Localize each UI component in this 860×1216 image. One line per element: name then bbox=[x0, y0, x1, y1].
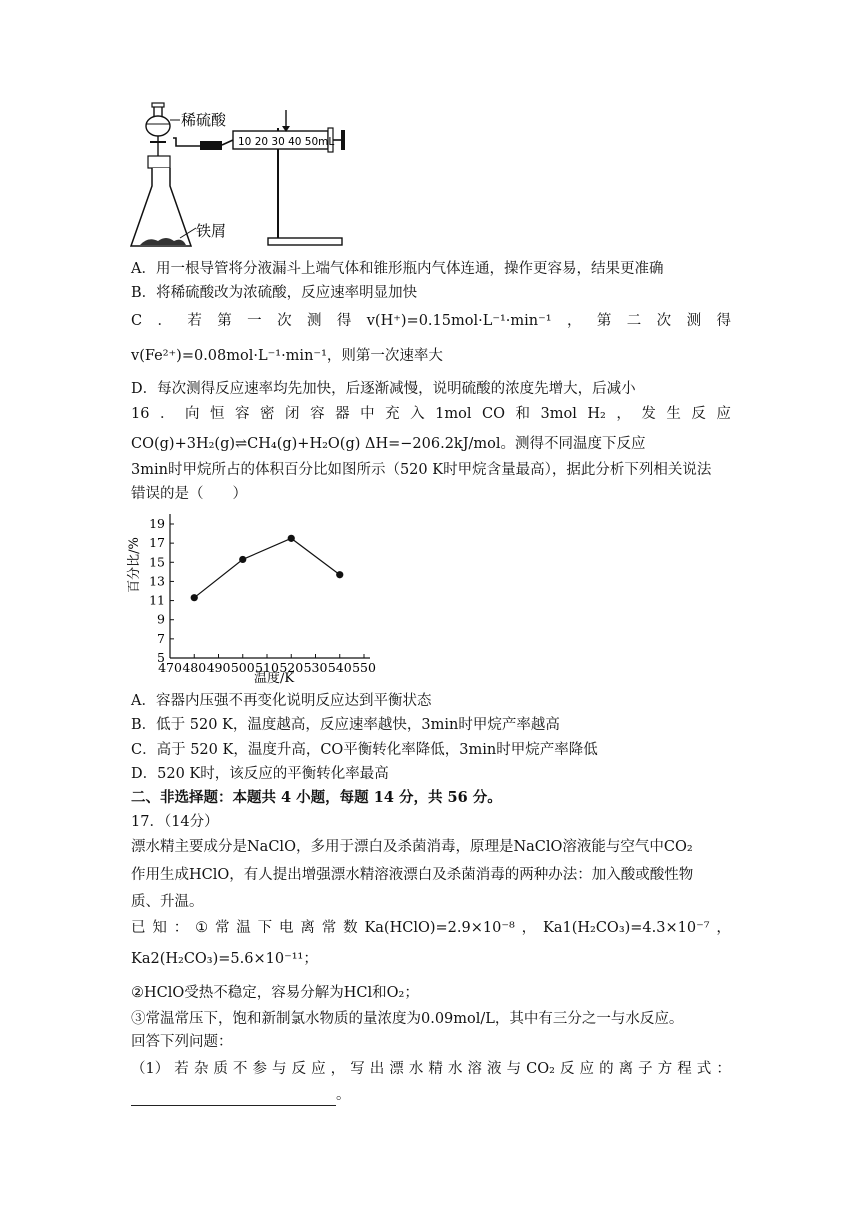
chart-y-label: 百分比/% bbox=[127, 537, 142, 593]
token: （1） bbox=[131, 1061, 170, 1077]
token: 程 bbox=[677, 1061, 692, 1077]
series-line bbox=[194, 538, 340, 597]
token: 次 bbox=[656, 313, 672, 329]
q17-sub1-answer-line bbox=[131, 1084, 351, 1106]
q17-para-line1: 漂水精主要成分是NaClO，多用于漂白及杀菌消毒，原理是NaClO溶液能与空气中CO₂ bbox=[131, 839, 693, 855]
data-point bbox=[288, 535, 295, 542]
token: 应 bbox=[579, 1061, 595, 1077]
token: ， bbox=[616, 406, 631, 422]
q16-option-d: D．520 K时，该反应的平衡转化率最高 bbox=[131, 766, 389, 782]
token: 质 bbox=[213, 1061, 228, 1077]
y-tick-label: 15 bbox=[149, 554, 165, 570]
syringe-scale: 10 20 30 40 50mL bbox=[238, 136, 335, 148]
token: 入 bbox=[410, 406, 425, 422]
y-tick-label: 7 bbox=[157, 630, 165, 646]
stand-base bbox=[268, 238, 342, 245]
x-tick-label: 520 bbox=[279, 660, 304, 675]
q15-option-b: B．将稀硫酸改为浓硫酸，反应速率明显加快 bbox=[131, 285, 418, 301]
token: 测 bbox=[686, 313, 702, 329]
token: 与 bbox=[506, 1061, 522, 1077]
q15-option-c-line1 bbox=[131, 310, 731, 332]
token: 中 bbox=[360, 406, 375, 422]
token: 溶 bbox=[467, 1061, 482, 1077]
token: 充 bbox=[385, 406, 400, 422]
token: 应 bbox=[311, 1061, 326, 1077]
token: 常 bbox=[214, 920, 230, 936]
x-tick-label: 470 bbox=[158, 660, 182, 675]
token: ， bbox=[521, 920, 537, 936]
token: 一 bbox=[247, 313, 262, 329]
token: 水 bbox=[408, 1061, 424, 1077]
token: ． bbox=[157, 313, 172, 329]
token: ① bbox=[195, 920, 209, 936]
y-tick-label: 11 bbox=[149, 592, 165, 608]
token: 容 bbox=[235, 406, 250, 422]
token: 离 bbox=[300, 920, 315, 936]
separatory-funnel bbox=[146, 116, 170, 136]
token: 二 bbox=[626, 313, 642, 329]
token: 得 bbox=[716, 313, 731, 329]
data-point bbox=[336, 571, 343, 578]
chart-series bbox=[191, 535, 344, 602]
label-dilute-sulfuric-acid: 稀硫酸 bbox=[181, 111, 227, 129]
token: 密 bbox=[260, 406, 275, 422]
token: 应 bbox=[716, 406, 731, 422]
token: 温 bbox=[236, 920, 251, 936]
token: 向 bbox=[184, 406, 200, 422]
token: CO₂ bbox=[526, 1061, 555, 1077]
token: ， bbox=[330, 1061, 346, 1077]
token: C bbox=[131, 313, 143, 329]
q16-option-c: C．高于 520 K，温度升高，CO平衡转化率降低，3min时甲烷产率降低 bbox=[131, 742, 598, 758]
token: v(H⁺)=0.15mol·L⁻¹·min⁻¹ bbox=[366, 313, 552, 329]
token: 液 bbox=[487, 1061, 502, 1077]
q16-stem-line1 bbox=[131, 403, 731, 425]
token: 反 bbox=[691, 406, 706, 422]
token: 知 bbox=[152, 920, 167, 936]
q15-option-a: A．用一根导管将分液漏斗上端气体和锥形瓶内气体连通，操作更容易，结果更准确 bbox=[131, 261, 664, 277]
x-tick-label: 500 bbox=[230, 660, 255, 675]
data-point bbox=[191, 594, 198, 601]
token: 3mol bbox=[540, 406, 577, 422]
token: 常 bbox=[321, 920, 337, 936]
token: 电 bbox=[279, 920, 294, 936]
token: ， bbox=[567, 313, 582, 329]
token: 16 bbox=[131, 406, 150, 422]
x-tick-label: 480 bbox=[182, 660, 207, 675]
q17-sub1-line1 bbox=[131, 1058, 731, 1080]
token: 式 bbox=[696, 1061, 712, 1077]
conical-flask bbox=[131, 168, 191, 246]
token: CO bbox=[482, 406, 505, 422]
y-tick-label: 9 bbox=[157, 611, 165, 627]
q15-option-c-line2: v(Fe²⁺)=0.08mol·L⁻¹·min⁻¹，则第一次速率大 bbox=[131, 348, 443, 364]
q16-option-a: A．容器内压强不再变化说明反应达到平衡状态 bbox=[131, 693, 432, 709]
q17-known-line2: Ka2(H₂CO₃)=5.6×10⁻¹¹； bbox=[131, 951, 318, 967]
q17-known-line3: ②HClO受热不稳定，容易分解为HCl和O₂； bbox=[131, 985, 419, 1001]
token: 若 bbox=[187, 313, 202, 329]
chart-x-label: 温度/K bbox=[253, 671, 295, 685]
section-heading: 二、非选择题：本题共 4 小题，每题 14 分，共 56 分。 bbox=[131, 789, 502, 806]
answer-blank[interactable] bbox=[131, 1089, 336, 1106]
token: Ka(HClO)=2.9×10⁻⁸ bbox=[364, 920, 515, 936]
token: 次 bbox=[277, 313, 292, 329]
token: ： bbox=[716, 1061, 731, 1077]
token: 出 bbox=[369, 1061, 385, 1077]
token: ． bbox=[159, 406, 175, 422]
token: ： bbox=[173, 920, 189, 936]
token: 反 bbox=[559, 1061, 575, 1077]
label-iron-filings: 铁屑 bbox=[196, 222, 227, 240]
token: H₂ bbox=[587, 406, 606, 422]
q17-para-line2: 作用生成HClO，有人提出增强漂水精溶液漂白及杀菌消毒的两种办法：加入酸或酸性物 bbox=[131, 867, 694, 883]
answer-blank-end: 。 bbox=[336, 1087, 351, 1103]
token: 器 bbox=[335, 406, 350, 422]
token: 测 bbox=[306, 313, 322, 329]
token: 子 bbox=[638, 1061, 653, 1077]
token: 和 bbox=[515, 406, 530, 422]
token: 第 bbox=[596, 313, 612, 329]
y-tick-label: 19 bbox=[149, 516, 165, 531]
methane-percentage-chart bbox=[124, 510, 384, 685]
token: 与 bbox=[272, 1061, 287, 1077]
token: 精 bbox=[428, 1061, 443, 1077]
token: 不 bbox=[232, 1061, 248, 1077]
token: 下 bbox=[257, 920, 273, 936]
token: 数 bbox=[343, 920, 358, 936]
chart-axes bbox=[170, 514, 370, 658]
token: Ka1(H₂CO₃)=4.3×10⁻⁷ bbox=[543, 920, 710, 936]
token: 杂 bbox=[193, 1061, 209, 1077]
token: 的 bbox=[599, 1061, 614, 1077]
y-tick-label: 5 bbox=[157, 650, 165, 665]
token: 漂 bbox=[389, 1061, 404, 1077]
x-tick-label: 550 bbox=[352, 660, 376, 675]
x-tick-label: 510 bbox=[255, 660, 279, 675]
token: 反 bbox=[291, 1061, 307, 1077]
token: 方 bbox=[657, 1061, 673, 1077]
token: 离 bbox=[618, 1061, 634, 1077]
token: 参 bbox=[252, 1061, 267, 1077]
y-tick-label: 13 bbox=[149, 573, 165, 589]
token: ， bbox=[716, 920, 731, 936]
token: 闭 bbox=[285, 406, 300, 422]
q16-stem-line4: 错误的是（ ） bbox=[131, 486, 247, 502]
q16-stem-line2: CO(g)+3H₂(g)⇌CH₄(g)+H₂O(g) ΔH=−206.2kJ/mol。测得不同温度下反应 bbox=[131, 436, 646, 452]
x-tick-label: 530 bbox=[303, 660, 328, 675]
data-point bbox=[239, 556, 246, 563]
q17-para-line3: 质、升温。 bbox=[131, 894, 204, 910]
token: 1mol bbox=[435, 406, 472, 422]
token: 写 bbox=[350, 1061, 365, 1077]
q17-ask: 回答下列问题： bbox=[131, 1034, 233, 1050]
token: 若 bbox=[174, 1061, 189, 1077]
token: 水 bbox=[447, 1061, 463, 1077]
q17-heading: 17．（14分） bbox=[131, 814, 219, 830]
q16-option-b: B．低于 520 K，温度越高，反应速率越快，3min时甲烷产率越高 bbox=[131, 717, 560, 733]
y-tick-label: 17 bbox=[149, 535, 165, 551]
token: 生 bbox=[666, 406, 681, 422]
apparatus-figure bbox=[128, 98, 353, 253]
q17-known-line1 bbox=[131, 917, 731, 939]
token: 第 bbox=[217, 313, 232, 329]
token: 得 bbox=[336, 313, 352, 329]
q16-stem-line3: 3min时甲烷所占的体积百分比如图所示（520 K时甲烷含量最高），据此分析下列相关说法 bbox=[131, 462, 712, 478]
x-tick-label: 490 bbox=[206, 660, 231, 675]
x-tick-label: 540 bbox=[327, 660, 352, 675]
token: 已 bbox=[131, 920, 146, 936]
token: 容 bbox=[310, 406, 325, 422]
q15-option-d: D．每次测得反应速率均先加快，后逐渐减慢，说明硫酸的浓度先增大，后减小 bbox=[131, 381, 636, 397]
token: 发 bbox=[641, 406, 656, 422]
q17-known-line4: ③常温常压下，饱和新制氯水物质的量浓度为0.09mol/L，其中有三分之一与水反应。 bbox=[131, 1011, 684, 1027]
token: 恒 bbox=[210, 406, 225, 422]
